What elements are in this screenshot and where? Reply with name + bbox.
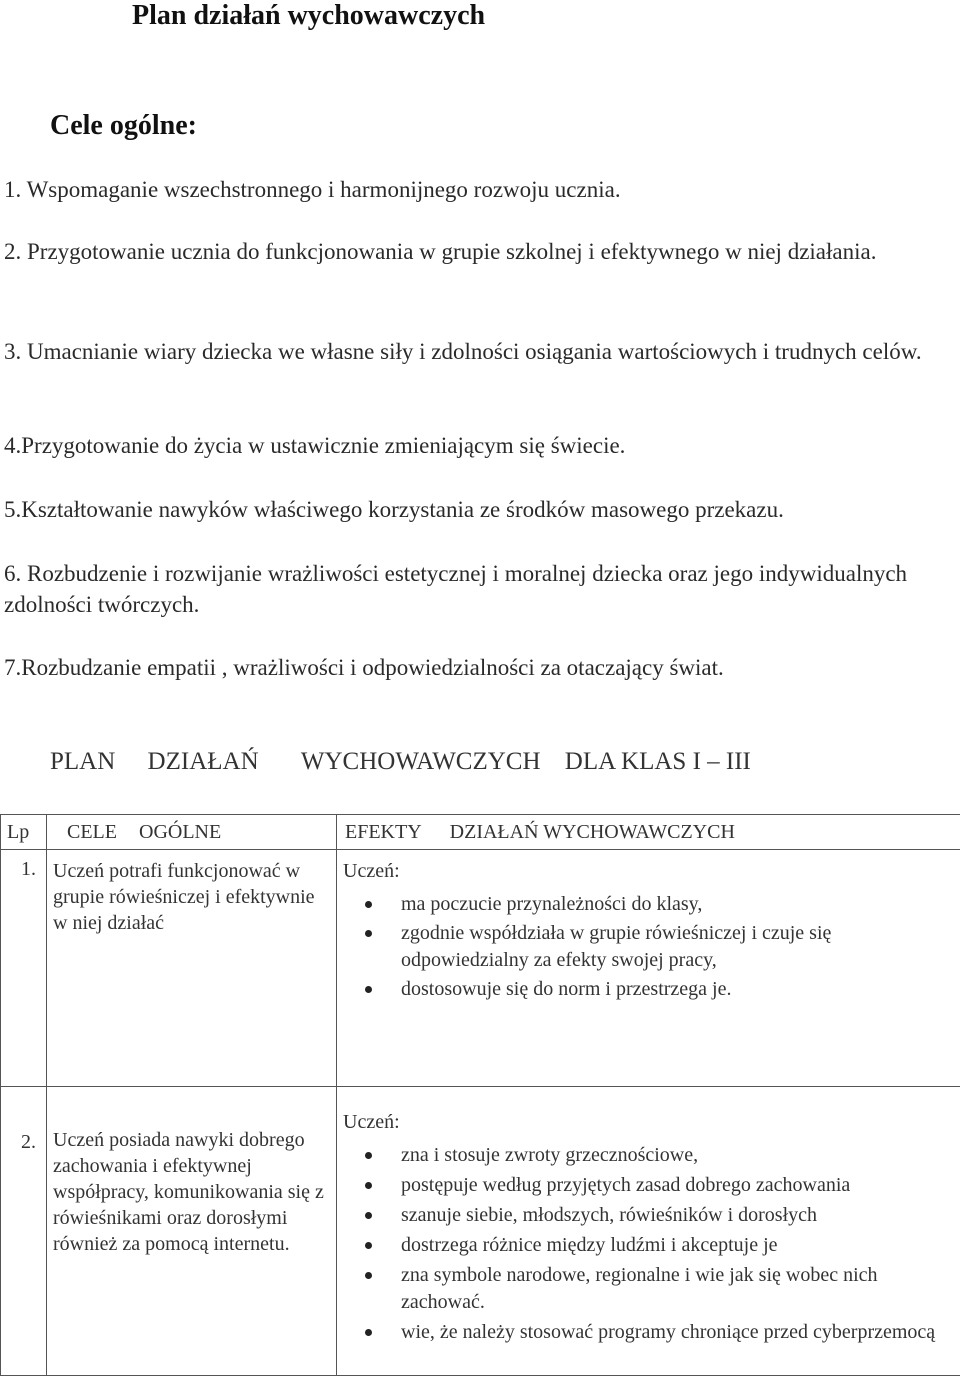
effects-intro: Uczeń: <box>343 858 956 885</box>
effect-item: dostrzega różnice między ludźmi i akceptuje je <box>343 1232 956 1259</box>
goal-item: 1. Wspomaganie wszechstronnego i harmonijnego rozwoju ucznia. <box>4 174 954 205</box>
effect-item: dostosowuje się do norm i przestrzega je. <box>343 976 956 1003</box>
document-title: Plan działań wychowawczych <box>132 0 485 32</box>
row-effects <box>337 1087 960 1376</box>
header-cele-word: CELE <box>67 821 117 843</box>
table-header-row <box>1 815 960 850</box>
row-effects <box>337 850 960 1087</box>
goal-item: 5.Kształtowanie nawyków właściwego korzystania ze środków masowego przekazu. <box>4 494 954 525</box>
goal-item: 7.Rozbudzanie empatii , wrażliwości i odpowiedzialności za otaczający świat. <box>4 652 954 683</box>
effects-list <box>343 1142 956 1346</box>
header-efekty-word: DZIAŁAŃ WYCHOWAWCZYCH <box>450 821 735 843</box>
effects-intro: Uczeń: <box>343 1109 956 1136</box>
table-row <box>1 850 960 1087</box>
goal-item: 2. Przygotowanie ucznia do funkcjonowania w grupie szkolnej i efektywnego w niej działania. <box>4 236 884 267</box>
row-number: 1. <box>1 850 47 1087</box>
effect-item: wie, że należy stosować programy chroniące przed cyberprzemocą <box>343 1319 956 1346</box>
header-efekty <box>337 815 960 850</box>
effects-list <box>343 891 956 1003</box>
plan-table <box>0 814 960 1376</box>
goal-item: 4.Przygotowanie do życia w ustawicznie zmieniającym się świecie. <box>4 430 954 461</box>
row-number: 2. <box>1 1087 47 1376</box>
plan-heading <box>50 748 751 776</box>
header-cele-word: OGÓLNE <box>139 821 221 843</box>
header-efekty-word: EFEKTY <box>345 821 422 843</box>
effect-item: zna i stosuje zwroty grzecznościowe, <box>343 1142 956 1169</box>
effect-item: ma poczucie przynależności do klasy, <box>343 891 956 918</box>
plan-heading-word: DZIAŁAŃ <box>148 748 259 776</box>
goal-item: 3. Umacnianie wiary dziecka we własne siły i zdolności osiągania wartościowych i trudnych celów. <box>4 336 954 367</box>
effect-item: zna symbole narodowe, regionalne i wie jak się wobec nich zachować. <box>343 1262 956 1316</box>
effect-item: szanuje siebie, młodszych, rówieśników i dorosłych <box>343 1202 956 1229</box>
table-row <box>1 1087 960 1376</box>
effect-item: postępuje według przyjętych zasad dobrego zachowania <box>343 1172 956 1199</box>
header-cele-ogolne <box>47 815 337 850</box>
effect-item: zgodnie współdziała w grupie rówieśniczej i czuje się odpowiedzialny za efekty swojej pracy, <box>343 920 956 974</box>
header-lp: Lp <box>1 815 47 850</box>
plan-heading-word: WYCHOWAWCZYCH <box>301 748 541 776</box>
section-heading-goals: Cele ogólne: <box>50 110 197 142</box>
goal-item: 6. Rozbudzenie i rozwijanie wrażliwości estetycznej i moralnej dziecka oraz jego indywidualnych zdolności twórczych. <box>4 558 954 620</box>
row-goal: Uczeń posiada nawyki dobrego zachowania i efektywnej współpracy, komunikowania się z rówieśnikami oraz dorosłymi również za pomocą internetu. <box>47 1087 337 1376</box>
plan-heading-word: DLA KLAS I – III <box>565 748 751 776</box>
row-goal: Uczeń potrafi funkcjonować w grupie rówieśniczej i efektywnie w niej działać <box>47 850 337 1087</box>
plan-heading-word: PLAN <box>50 748 115 776</box>
